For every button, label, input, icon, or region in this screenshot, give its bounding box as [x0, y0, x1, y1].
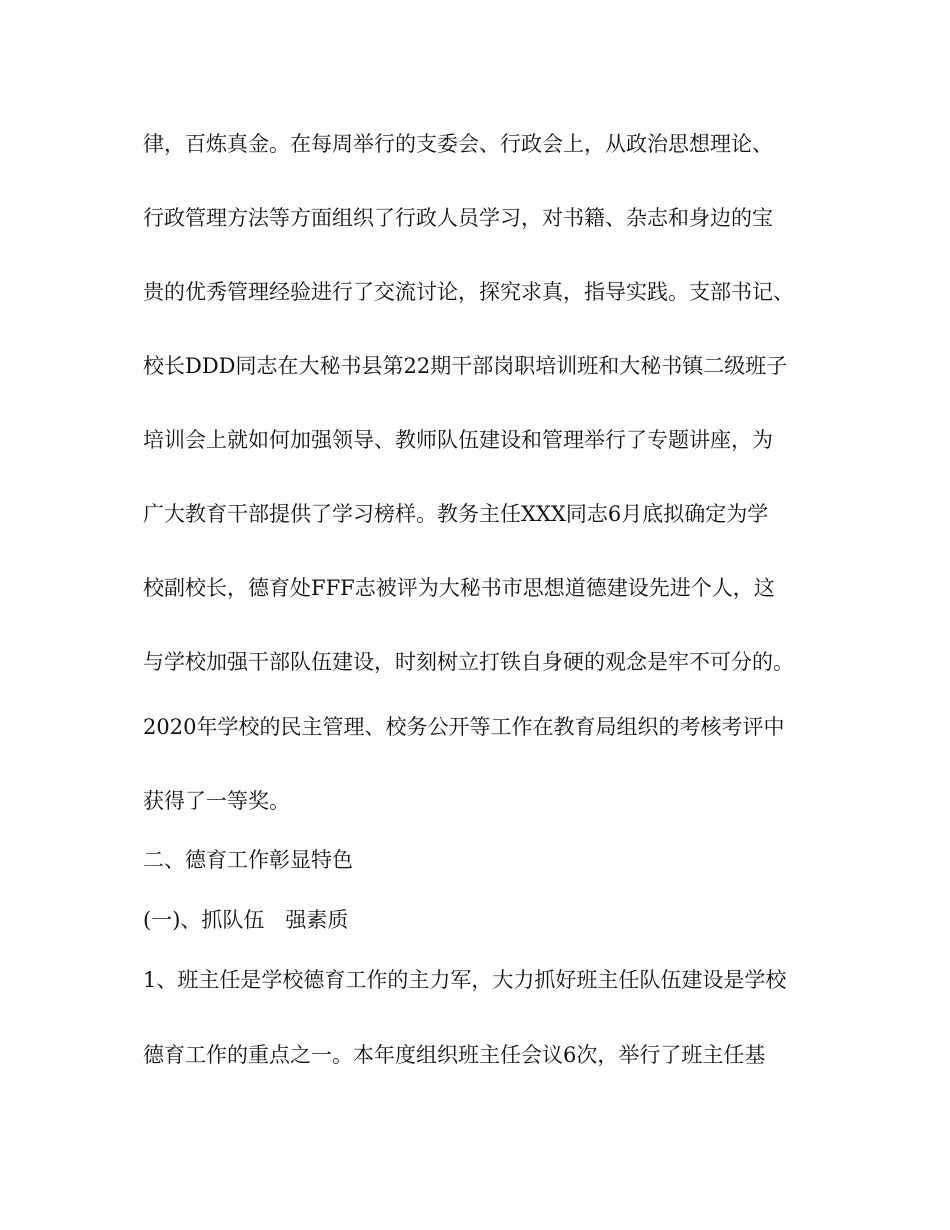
section-heading: 二、德育工作彰显特色 [143, 848, 353, 872]
paragraph-line: 校长DDD同志在大秘书县第22期干部岗职培训班和大秘书镇二级班子 [143, 354, 788, 378]
paragraph-line: 校副校长，德育处FFF志被评为大秘书市思想道德建设先进个人，这 [143, 576, 775, 600]
paragraph-line: 德育工作的重点之一。本年度组织班主任会议6次，举行了班主任基 [143, 1043, 766, 1067]
paragraph-line: 律，百炼真金。在每周举行的支委会、行政会上，从政治思想理论、 [143, 132, 773, 156]
paragraph-line: 培训会上就如何加强领导、教师队伍建设和管理举行了专题讲座，为 [143, 428, 773, 452]
paragraph-line: 2020年学校的民主管理、校务公开等工作在教育局组织的考核考评中 [143, 715, 785, 739]
paragraph-line: 行政管理方法等方面组织了行政人员学习，对书籍、杂志和身边的宝 [143, 206, 773, 230]
paragraph-line: 广大教育干部提供了学习榜样。教务主任XXX同志6月底拟确定为学 [143, 502, 769, 526]
paragraph-line: 贵的优秀管理经验进行了交流讨论，探究求真，指导实践。支部书记、 [143, 280, 794, 304]
paragraph-line: 与学校加强干部队伍建设，时刻树立打铁自身硬的观念是牢不可分的。 [143, 650, 794, 674]
paragraph-line: 获得了一等奖。 [143, 789, 290, 813]
paragraph-line: 1、班主任是学校德育工作的主力军，大力抓好班主任队伍建设是学校 [143, 968, 787, 992]
subsection-heading: (一)、抓队伍 强素质 [143, 908, 349, 932]
